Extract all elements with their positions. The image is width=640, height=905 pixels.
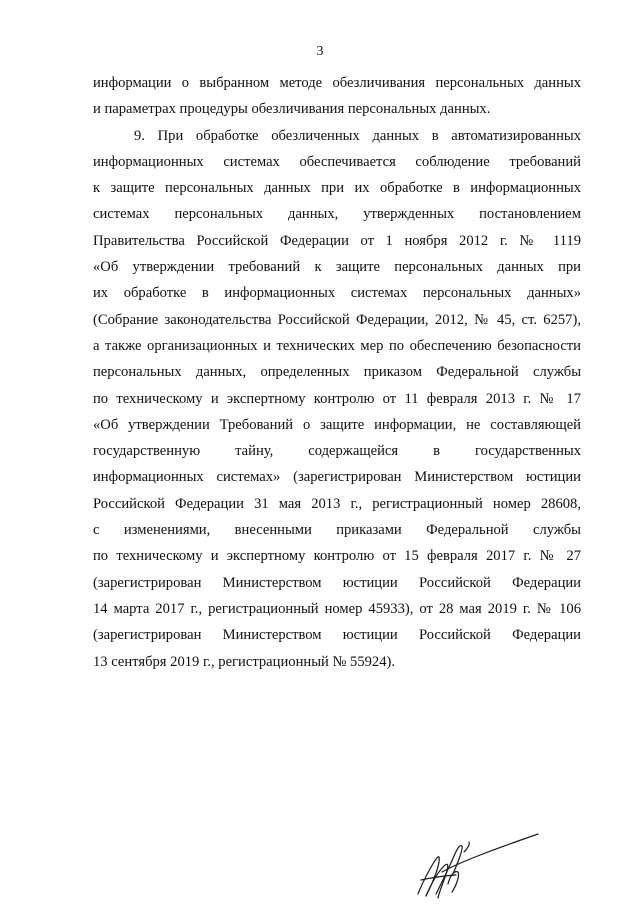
paragraph-2 bbox=[93, 123, 581, 675]
text-line: Российской Федерации 31 мая 2013 г., регистрационный номер 28608, bbox=[93, 495, 581, 512]
text-line: по техническому и экспертному контролю от 15 февраля 2017 г. № 27 bbox=[93, 548, 581, 565]
text-line: с изменениями, внесенными приказами Федеральной службы bbox=[93, 522, 581, 539]
text-line: Правительства Российской Федерации от 1 ноября 2012 г. № 1119 bbox=[93, 232, 581, 249]
text-line: 9. При обработке обезличенных данных в автоматизированных bbox=[134, 127, 581, 144]
text-line: (Собрание законодательства Российской Федерации, 2012, № 45, ст. 6257), bbox=[93, 311, 581, 328]
text-line: информационных системах» (зарегистрирован Министерством юстиции bbox=[93, 469, 581, 486]
text-line: их обработке в информационных системах персональных данных» bbox=[93, 285, 581, 302]
text-line: а также организационных и технических мер по обеспечению безопасности bbox=[93, 337, 581, 354]
text-line: системах персональных данных, утвержденных постановлением bbox=[93, 206, 581, 223]
text-line: по техническому и экспертному контролю от 11 февраля 2013 г. № 17 bbox=[93, 390, 581, 407]
document-body bbox=[93, 70, 581, 675]
text-line: персональных данных, определенных приказом Федеральной службы bbox=[93, 364, 581, 381]
page-number: 3 bbox=[316, 44, 324, 59]
text-line: информации о выбранном методе обезличивания персональных данных bbox=[93, 75, 581, 91]
text-line: и параметрах процедуры обезличивания персональных данных. bbox=[93, 101, 491, 118]
text-line: (зарегистрирован Министерством юстиции Российской Федерации bbox=[93, 627, 581, 644]
text-line: к защите персональных данных при их обработке в информационных bbox=[93, 180, 581, 197]
paragraph-1 bbox=[93, 70, 581, 123]
text-line: 13 сентября 2019 г., регистрационный № 55924). bbox=[93, 653, 396, 670]
text-line: информационных системах обеспечивается соблюдение требований bbox=[93, 153, 581, 170]
text-line: 14 марта 2017 г., регистрационный номер 45933), от 28 мая 2019 г. № 106 bbox=[93, 600, 581, 617]
text-line: государственную тайну, содержащейся в государственных bbox=[93, 443, 581, 460]
handwritten-signature bbox=[412, 832, 542, 902]
text-line: «Об утверждении требований к защите персональных данных при bbox=[93, 259, 581, 276]
text-line: (зарегистрирован Министерством юстиции Российской Федерации bbox=[93, 574, 581, 591]
text-line: «Об утверждении Требований о защите информации, не составляющей bbox=[93, 416, 581, 433]
